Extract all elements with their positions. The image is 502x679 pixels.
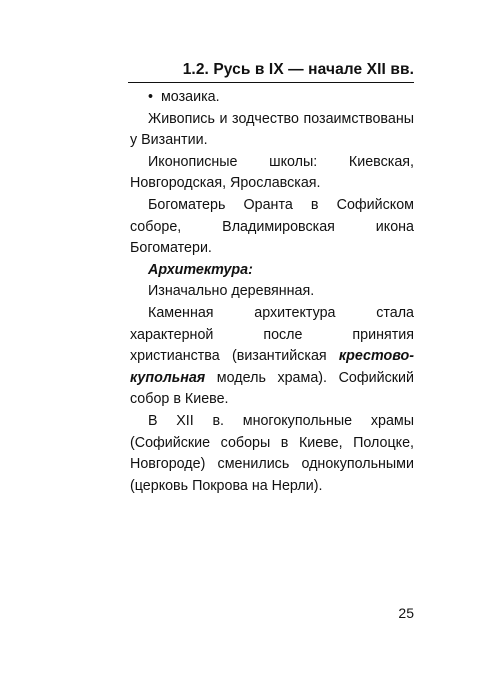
paragraph-oranta: Богоматерь Оранта в Софийском соборе, Владимировская икона Богоматери.	[130, 196, 414, 257]
section-heading-architecture	[130, 260, 414, 282]
bullet-text: мозаика.	[160, 89, 220, 105]
paragraph-wooden: Изначально деревянная.	[148, 283, 315, 300]
running-head: 1.2. Русь в IX — начале XII вв.	[128, 60, 414, 83]
bullet-mark: •	[148, 89, 154, 105]
paragraph-icon-schools: Иконописные школы: Киевская, Новгородская, Ярославская.	[130, 153, 414, 192]
paragraph-stone-architecture	[130, 303, 414, 411]
architecture-heading: Архитектура:	[148, 261, 253, 278]
paragraph-painting: Живопись и зодчество позаимствованы у Византии.	[130, 110, 414, 149]
bullet-item	[130, 87, 414, 109]
paragraph-xii-century: В XII в. многокупольные храмы (Софийские соборы в Киеве, Полоцке, Новгороде) сменились однокупольными (церковь Покрова на Нерли).	[130, 412, 414, 494]
stone-text-before: Каменная архитектура стала характерной после принятия христианства (византийская	[130, 304, 414, 365]
body-text	[130, 87, 414, 497]
page-number: 25	[398, 605, 414, 621]
cross-dome-emphasis: крестово-купольная	[130, 348, 414, 386]
stone-text-after: модель храма). Софийский собор в Киеве.	[130, 369, 414, 408]
